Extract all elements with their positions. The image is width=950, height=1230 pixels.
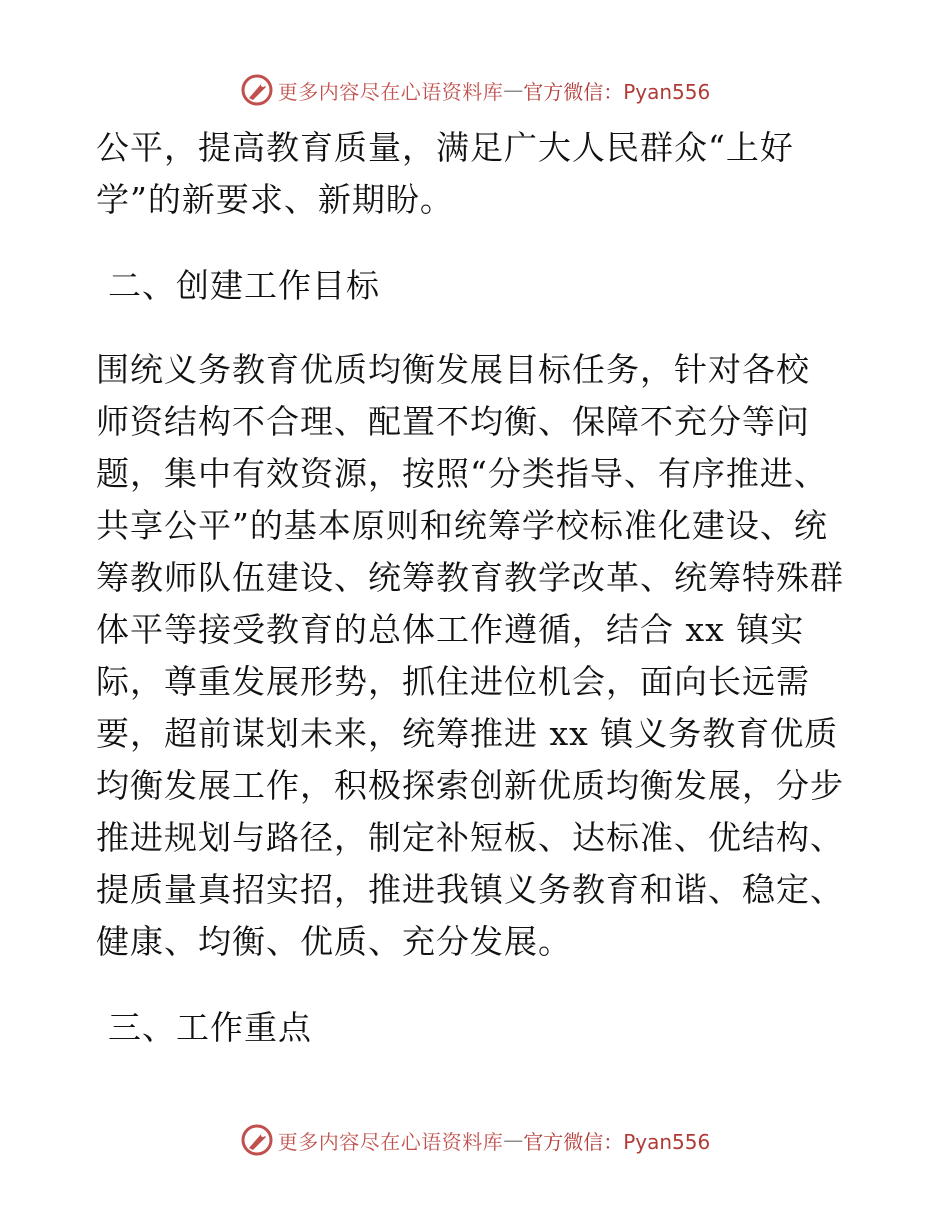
header-watermark: [0, 70, 950, 110]
section-heading-goals: 二、创建工作目标: [108, 266, 380, 305]
section-heading-focus: 三、工作重点: [108, 1008, 312, 1047]
paragraph-line: 推进规划与路径，制定补短板、达标准、优结构、: [96, 818, 844, 857]
paragraph-line: 学”的新要求、新期盼。: [96, 180, 454, 219]
paragraph-line: 健康、均衡、优质、充分发展。: [96, 922, 572, 961]
paragraph-line: 要，超前谋划未来，统筹推进 xx 镇义务教育优质: [96, 714, 839, 753]
paragraph-line: 均衡发展工作，积极探索创新优质均衡发展，分步: [96, 766, 844, 805]
pen-nib-circle-icon: [240, 1123, 274, 1157]
watermark-wechat-text: 官方微信：Pyan556: [523, 79, 711, 104]
paragraph-line: 围统义务教育优质均衡发展目标任务，针对各校: [96, 350, 810, 389]
footer-watermark: [0, 1120, 950, 1160]
watermark-separator: —: [503, 78, 524, 102]
watermark-separator: —: [503, 1128, 524, 1152]
watermark-main-text: 更多内容尽在心语资料库: [277, 1129, 504, 1154]
paragraph-line: 公平，提高教育质量，满足广大人民群众“上好: [96, 128, 794, 167]
paragraph-line: 体平等接受教育的总体工作遵循，结合 xx 镇实: [96, 610, 805, 649]
paragraph-line: 筹教师队伍建设、统筹教育教学改革、统筹特殊群: [96, 558, 844, 597]
paragraph-line: 题，集中有效资源，按照“分类指导、有序推进、: [96, 454, 828, 493]
watermark-main-text: 更多内容尽在心语资料库: [277, 79, 504, 104]
pen-nib-circle-icon: [240, 73, 274, 107]
document-body: [96, 122, 866, 1054]
paragraph-line: 际，尊重发展形势，抓住进位机会，面向长远需: [96, 662, 810, 701]
watermark-wechat-text: 官方微信：Pyan556: [523, 1129, 711, 1154]
paragraph-line: 师资结构不合理、配置不均衡、保障不充分等问: [96, 402, 810, 441]
paragraph-line: 共享公平”的基本原则和统筹学校标准化建设、统: [96, 506, 828, 545]
paragraph-line: 提质量真招实招，推进我镇义务教育和谐、稳定、: [96, 870, 844, 909]
